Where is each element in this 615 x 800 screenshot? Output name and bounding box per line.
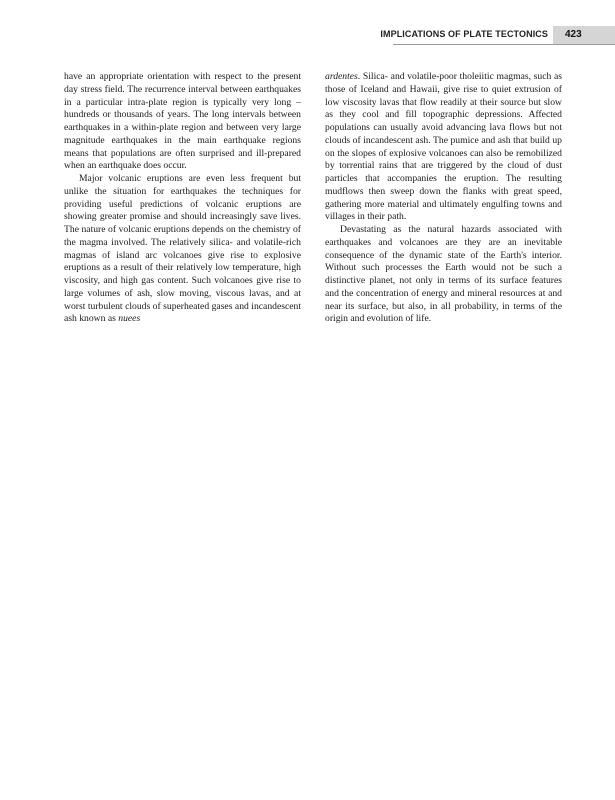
- header-rule: [393, 44, 615, 45]
- italic-term: ardentes: [325, 71, 358, 82]
- paragraph: [325, 71, 562, 224]
- paragraph: Devastating as the natural hazards associated with earthquakes and volcanoes are they are an inevitable consequence of the dynamic state of the Earth's interior. Without such processes the Earth would not be such a distinctive planet, not only in terms of its surface features and the concentration of energy and mineral resources at and near its surface, but also, in all probability, in terms of the origin and evolution of life.: [325, 224, 562, 325]
- italic-term: nuees: [118, 313, 141, 325]
- page-number-box: [553, 26, 615, 44]
- running-head: [0, 26, 615, 44]
- paragraph-text: Major volcanic eruptions are even less frequent but unlike the situation for earthquakes the techniques for providing useful predictions of volcanic eruptions are showing greater promise and should increasingly save lives. The nature of volcanic eruptions depends on the chemistry of the magma involved. The relatively silica- and volatile-rich magmas of island arc volcanoes give rise to explosive eruptions as a result of their relatively low temperature, high viscosity, and high gas content. Such volcanoes give rise to large volumes of ash, slow moving, viscous lavas, and at worst turbulent clouds of superheated gases and incandescent ash known as: [64, 173, 301, 325]
- paragraph: [64, 173, 301, 326]
- paragraph: have an appropriate orientation with respect to the present day stress field. The recurrence interval between earthquakes in a particular intra-plate region is typically very long – hundreds or thousands of years. The long intervals between earthquakes in a within-plate region and between very large magnitude earthquakes in the main earthquake regions means that populations are often surprised and ill-prepared when an earthquake does occur.: [64, 71, 301, 172]
- running-head-title: IMPLICATIONS OF PLATE TECTONICS: [380, 29, 548, 39]
- page-number: 423: [565, 29, 582, 40]
- paragraph-text: . Silica- and volatile-poor tholeiitic magmas, such as those of Iceland and Hawaii, give rise to quiet extrusion of low viscosity lavas that flow readily at their source but slow as they cool and fill topographic depressions. Affected populations can usually avoid advancing lava flows but not clouds of incandescent ash. The pumice and ash that build up on the slopes of explosive volcanoes can also be remobilized by torrential rains that are triggered by the cloud of dust particles that accompanies the eruption. The resulting mudflows then sweep down the flanks with great speed, gathering more material and ultimately engulfing towns and villages in their path.: [325, 71, 562, 223]
- left-column: [64, 71, 301, 326]
- right-column: [325, 71, 562, 326]
